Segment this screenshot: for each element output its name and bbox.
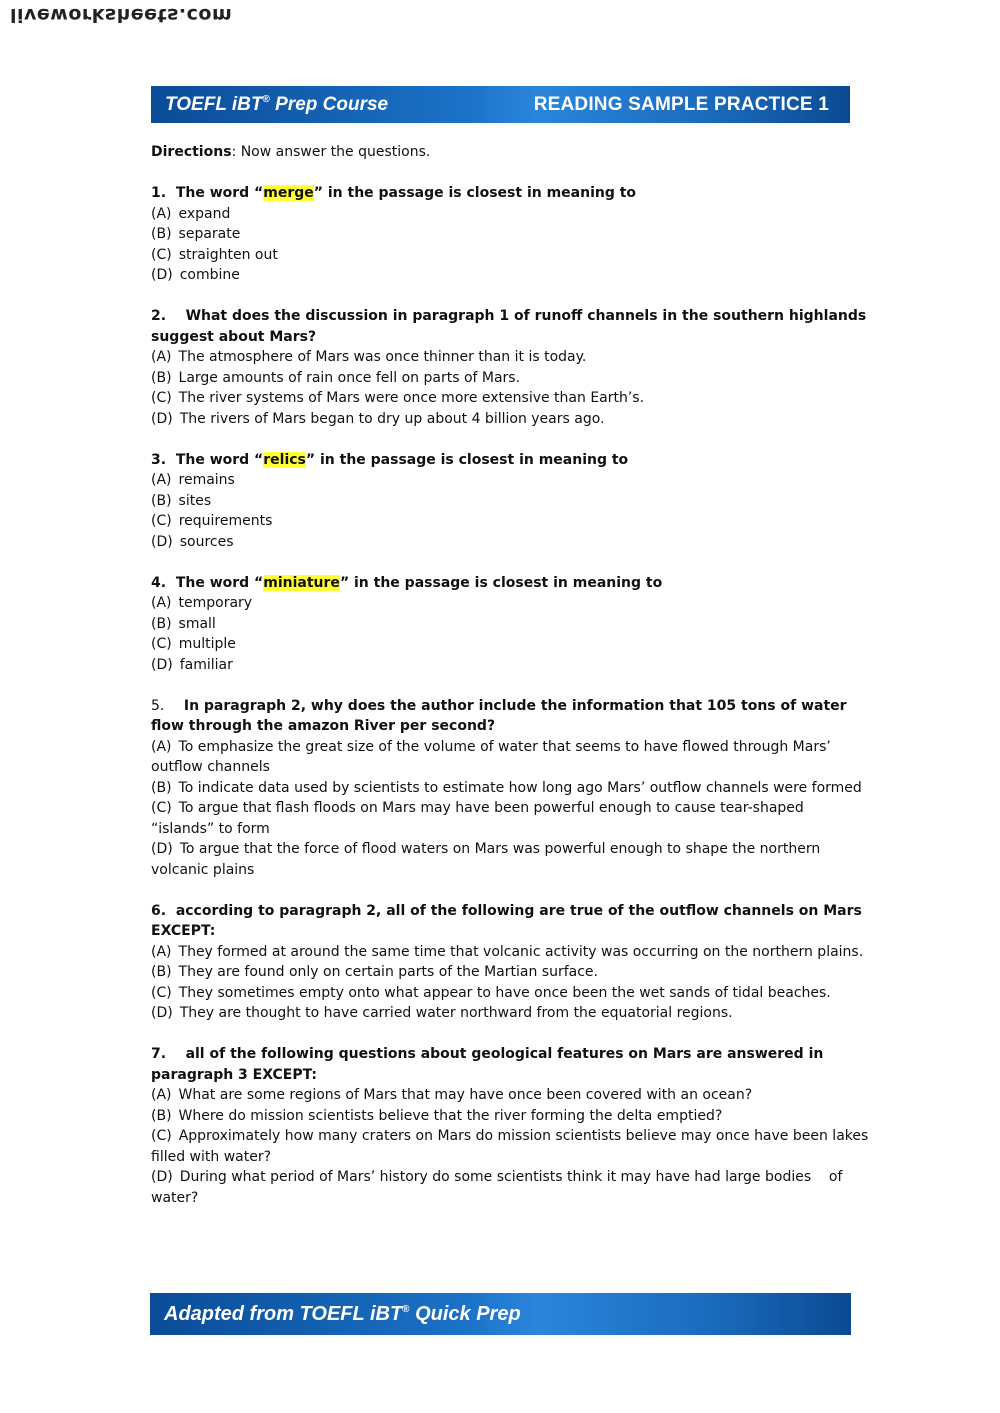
option-text: To indicate data used by scientists to estimate how long ago Mars’ outflow channels were formed — [178, 779, 862, 796]
question-6 — [151, 901, 871, 1024]
answer-option — [151, 1106, 871, 1127]
option-letter: (C) — [151, 513, 172, 529]
option-letter: (A) — [151, 349, 172, 365]
worksheet-content — [151, 142, 871, 1229]
question-7 — [151, 1044, 871, 1208]
answer-option — [151, 409, 871, 430]
option-text: Where do mission scientists believe that the river forming the delta emptied? — [178, 1107, 723, 1124]
directions: Directions: Now answer the questions. — [151, 144, 431, 160]
option-text: straighten out — [178, 246, 278, 263]
answer-option — [151, 1085, 871, 1106]
question-text: ” in the passage is closest in meaning to — [305, 451, 629, 468]
option-text: expand — [178, 205, 231, 222]
answer-option — [151, 1126, 871, 1167]
question-number: 5. — [151, 697, 165, 714]
question-text: The word “ — [175, 451, 264, 468]
option-letter: (B) — [151, 226, 172, 242]
option-letter: (C) — [151, 800, 172, 816]
option-text: Approximately how many craters on Mars do mission scientists believe may once have been lakes filled with water? — [151, 1128, 873, 1165]
answer-option — [151, 942, 871, 963]
option-text: remains — [178, 472, 235, 488]
question-5 — [151, 696, 871, 881]
option-text: temporary — [178, 595, 253, 611]
header-banner — [151, 86, 850, 123]
option-text: familiar — [179, 656, 233, 673]
question-text: The word “ — [175, 574, 264, 591]
answer-option — [151, 614, 871, 635]
question-text: according to paragraph 2, all of the following are true of the outflow channels on Mars EXCEPT: — [151, 902, 862, 939]
question-text: What does the discussion in paragraph 1 of runoff channels in the southern highlands suggest about Mars? — [151, 308, 867, 345]
highlighted-word: miniature — [263, 574, 340, 591]
question-title — [151, 450, 871, 471]
question-title — [151, 306, 871, 347]
question-number: 3. — [151, 451, 167, 468]
question-3 — [151, 450, 871, 553]
answer-option — [151, 983, 871, 1004]
highlighted-word: relics — [263, 451, 306, 468]
question-title — [151, 183, 871, 204]
option-text: To argue that the force of flood waters on Mars was powerful enough to shape the northern volcanic plains — [151, 841, 825, 878]
option-letter: (B) — [151, 615, 172, 632]
question-number: 2. — [151, 308, 167, 324]
answer-option — [151, 491, 871, 512]
answer-option — [151, 532, 871, 553]
option-letter: (C) — [151, 1128, 172, 1144]
answer-option — [151, 347, 871, 368]
question-text: ” in the passage is closest in meaning to — [313, 185, 637, 201]
question-text: In paragraph 2, why does the author include the information that 105 tons of water flow through the amazon River per second? — [151, 697, 847, 734]
option-text: The rivers of Mars began to dry up about 4 billion years ago. — [179, 410, 605, 427]
answer-option — [151, 737, 871, 778]
option-letter: (B) — [151, 492, 172, 509]
option-text: small — [178, 615, 216, 632]
option-text: sites — [178, 492, 212, 509]
option-text: They are thought to have carried water northward from the equatorial regions. — [179, 1005, 733, 1021]
option-text: What are some regions of Mars that may have once been covered with an ocean? — [178, 1087, 753, 1103]
option-text: During what period of Mars’ history do some scientists think it may have had large bodies of water? — [151, 1169, 847, 1206]
answer-option — [151, 593, 871, 614]
question-title — [151, 1044, 871, 1085]
option-letter: (D) — [151, 267, 173, 283]
option-letter: (A) — [151, 472, 172, 488]
option-letter: (A) — [151, 595, 172, 611]
option-text: They are found only on certain parts of the Martian surface. — [178, 964, 598, 980]
option-letter: (D) — [151, 656, 173, 673]
answer-option — [151, 470, 871, 491]
option-letter: (A) — [151, 943, 172, 960]
option-letter: (B) — [151, 1107, 172, 1124]
answer-option — [151, 1167, 871, 1208]
option-letter: (C) — [151, 984, 172, 1001]
question-text: The word “ — [175, 185, 264, 201]
option-letter: (D) — [151, 841, 173, 857]
answer-option — [151, 224, 871, 245]
option-text: Large amounts of rain once fell on parts of Mars. — [178, 369, 521, 386]
question-number: 7. — [151, 1046, 167, 1062]
answer-option — [151, 265, 871, 286]
option-letter: (C) — [151, 390, 172, 406]
option-text: sources — [179, 533, 234, 550]
answer-option — [151, 1003, 871, 1024]
footer-banner — [150, 1293, 851, 1335]
answer-option — [151, 368, 871, 389]
watermark: liveworksheets.com — [10, 4, 233, 26]
option-text: combine — [179, 267, 240, 283]
option-letter: (A) — [151, 1087, 172, 1103]
question-title — [151, 573, 871, 594]
question-2 — [151, 306, 871, 429]
option-letter: (D) — [151, 410, 173, 427]
option-letter: (D) — [151, 1169, 173, 1185]
answer-option — [151, 634, 871, 655]
answer-option — [151, 511, 871, 532]
question-4 — [151, 573, 871, 676]
question-number: 6. — [151, 902, 167, 919]
option-letter: (C) — [151, 636, 172, 652]
footer-title: Adapted from TOEFL iBT® Quick Prep — [164, 1302, 521, 1325]
option-letter: (D) — [151, 1005, 173, 1021]
answer-option — [151, 204, 871, 225]
option-letter: (C) — [151, 246, 172, 263]
option-letter: (D) — [151, 533, 173, 550]
course-title: TOEFL iBT® Prep Course — [165, 93, 389, 115]
answer-option — [151, 839, 871, 880]
option-letter: (A) — [151, 738, 172, 755]
option-letter: (B) — [151, 964, 172, 980]
answer-option — [151, 388, 871, 409]
answer-option — [151, 798, 871, 839]
option-text: The river systems of Mars were once more extensive than Earth’s. — [178, 390, 645, 406]
question-title — [151, 696, 871, 737]
option-letter: (B) — [151, 779, 172, 796]
answer-option — [151, 245, 871, 266]
option-text: multiple — [178, 636, 236, 652]
question-text: all of the following questions about geological features on Mars are answered in paragraph 3 EXCEPT: — [151, 1046, 824, 1083]
question-number: 1. — [151, 185, 167, 201]
option-text: separate — [178, 226, 241, 242]
option-text: requirements — [178, 513, 273, 529]
question-number: 4. — [151, 574, 167, 591]
option-letter: (B) — [151, 369, 172, 386]
question-title — [151, 901, 871, 942]
option-text: To emphasize the great size of the volume of water that seems to have flowed through Mars’ outflow channels — [151, 738, 836, 775]
answer-option — [151, 962, 871, 983]
option-text: The atmosphere of Mars was once thinner than it is today. — [178, 349, 587, 365]
questions-list — [151, 183, 871, 1208]
answer-option — [151, 778, 871, 799]
option-text: To argue that flash floods on Mars may have been powerful enough to cause tear-shaped “islands” to form — [151, 800, 809, 837]
option-text: They formed at around the same time that volcanic activity was occurring on the northern plains. — [178, 943, 864, 960]
answer-option — [151, 655, 871, 676]
practice-title: READING SAMPLE PRACTICE 1 — [533, 93, 829, 115]
question-text: ” in the passage is closest in meaning to — [339, 574, 663, 591]
question-1 — [151, 183, 871, 286]
highlighted-word: merge — [263, 185, 314, 201]
option-text: They sometimes empty onto what appear to have once been the wet sands of tidal beaches. — [178, 984, 831, 1001]
option-letter: (A) — [151, 205, 172, 222]
